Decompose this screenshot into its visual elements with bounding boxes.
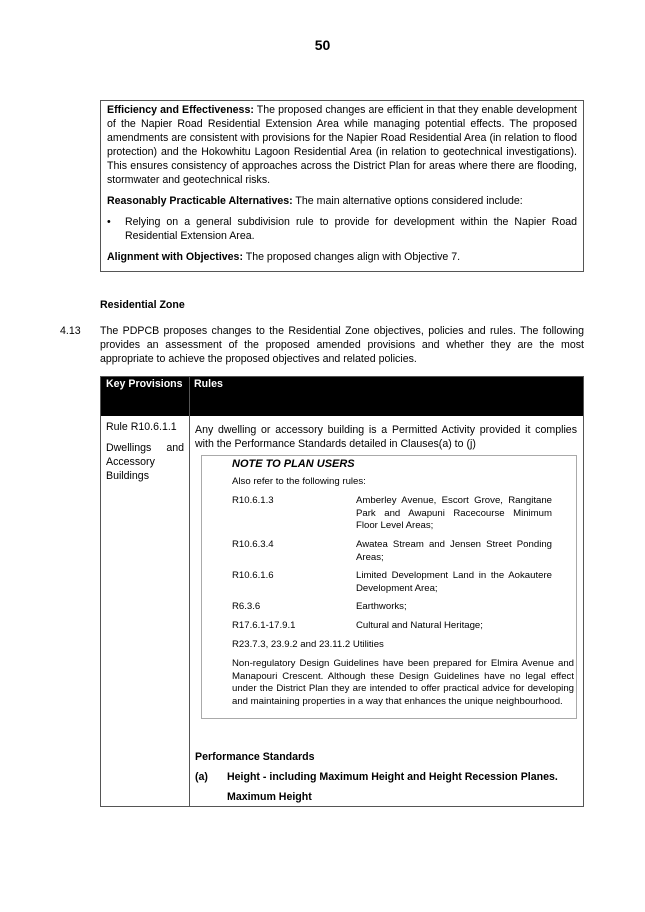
evaluation-box [100,100,584,272]
note-rule-desc: Awatea Stream and Jensen Street Ponding Areas; [356,539,552,563]
note-rule-code: R17.6.1-17.9.1 [232,620,296,631]
note-rule-code: R6.3.6 [232,601,261,612]
section-heading: Residential Zone [100,299,185,311]
rule-title-line: Accessory [106,456,155,468]
alternatives-text: The main alternative options considered include: [292,195,523,207]
note-rule-code: R10.6.1.6 [232,570,274,581]
bullet-text: Relying on a general subdivision rule to provide for development within the Napier Road Residential Extension Area. [125,216,577,242]
paragraph-number: 4.13 [60,325,81,337]
paragraph-text: The PDPCB proposes changes to the Residential Zone objectives, policies and rules. The following provides an assessment of the proposed amended provisions and whether they are the most appropriate to achieve the proposed objectives and related policies. [100,325,584,365]
table-header-row [101,377,583,416]
numbered-paragraph [60,324,584,366]
alternatives-label: Reasonably Practicable Alternatives: [107,195,293,207]
header-key-provisions: Key Provisions [106,378,183,390]
efficiency-label: Efficiency and Effectiveness: [107,104,254,116]
note-rule-desc: Limited Development Land in the Aokautere Development Area; [356,570,552,594]
alignment-paragraph [107,250,577,264]
note-guidelines: Non-regulatory Design Guidelines have been prepared for Elmira Avenue and Manapouri Crescent. Although these Design Guidelines have no legal effect under the District Plan they are intended to offer practical advice for developing and maintaining properties in a way that enhances the unique neighbourhood. [232,658,574,707]
bullet-mark: • [107,216,111,228]
rule-title-line: Buildings [106,470,149,482]
bullet-item [107,215,577,243]
maximum-height-heading: Maximum Height [227,791,312,803]
rules-table [100,376,584,807]
page-number: 50 [314,37,331,53]
note-rule-code: R10.6.3.4 [232,539,274,550]
note-rule-desc: Cultural and Natural Heritage; [356,620,483,631]
alternatives-paragraph [107,194,577,208]
efficiency-text: The proposed changes are efficient in that they enable development of the Napier Road Residential Extension Area while managing potential effects. The proposed amendments are consistent with provisions for the Napier Road Residential Area (in relation to flood protection) and the Hokowhitu Lagoon Residential Area (in relation to geotechnical investigations). This ensures consistency of approaches across the District Plan for areas where there are flooding, stormwater and geotechnical risks. [107,104,577,186]
note-title: NOTE TO PLAN USERS [232,458,355,470]
rule-title-line: Dwellings and [106,442,184,454]
note-rule-desc: Amberley Avenue, Escort Grove, Rangitane Park and Awapuni Racecourse Minimum Floor Level Areas; [356,495,552,531]
column-divider [189,377,190,806]
note-utilities: R23.7.3, 23.9.2 and 23.11.2 Utilities [232,639,384,650]
note-rule-desc: Earthworks; [356,601,407,612]
key-provision-cell [106,420,184,483]
header-rules: Rules [194,378,223,390]
clause-label: (a) [195,771,208,783]
note-rule-code: R10.6.1.3 [232,495,274,506]
efficiency-paragraph [107,103,577,187]
rule-text: Any dwelling or accessory building is a Permitted Activity provided it complies with the Performance Standards detailed in Clauses(a) to (j) [195,424,577,450]
performance-standards-heading: Performance Standards [195,751,315,763]
alignment-label: Alignment with Objectives: [107,251,243,263]
note-box [201,455,577,719]
alignment-text: The proposed changes align with Objective 7. [242,251,461,263]
note-subtitle: Also refer to the following rules: [232,476,366,487]
rule-number: Rule R10.6.1.1 [106,421,177,433]
clause-title: Height - including Maximum Height and Height Recession Planes. [227,771,558,783]
